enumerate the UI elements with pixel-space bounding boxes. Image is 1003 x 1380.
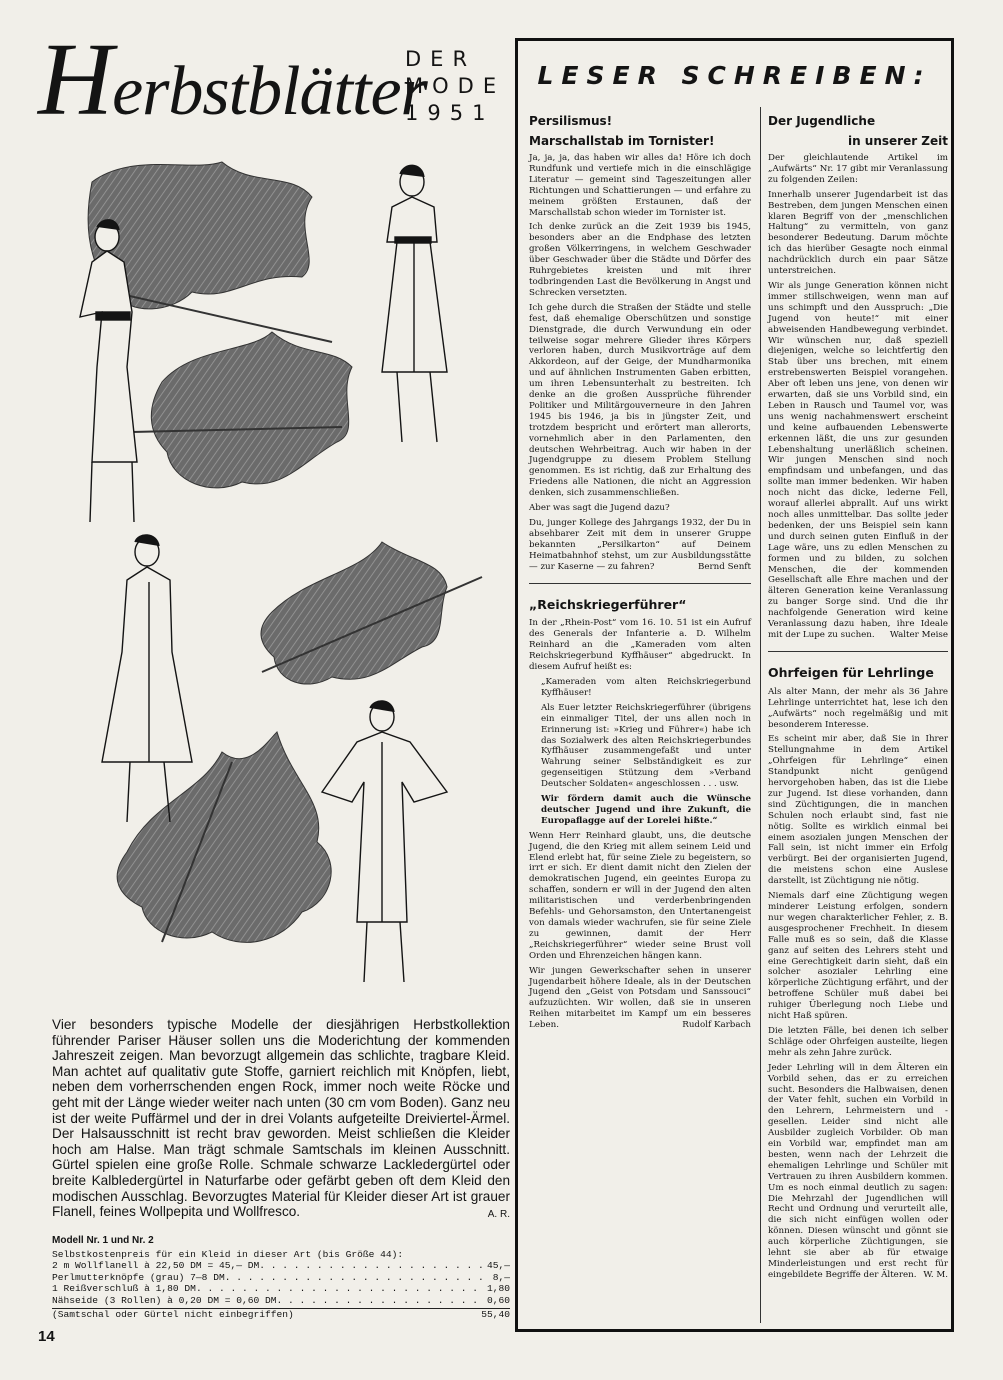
letter-quote-bold: Wir fördern damit auch die Wünsche deutscher Jugend und ihre Zukunft, die Europaflagge auf der Lorelei hißte.“ <box>541 794 751 826</box>
letter-text: Jeder Lehrling will in dem Älteren ein Vorbild sehen, das er zu erreichen sucht. Besonders die Halbwaisen, denen der Vater fehlt, suchen ein Vorbild in den Lehrern, Lehrmeistern und -gesellen. Leider sind nicht alle Ausbilder zugleich Vorbilder. Ob man ein Vorbild war, empfindet man am besten, wenn nach der Lehrzeit die ehemaligen Lehrlinge und Schüler mit Vertrauen zu ihren Ausbildern kommen. Um es noch einmal deutlich zu sagen: Die Mehrzahl der Jugendlichen will Recht und Ordnung und verurteilt alle, die sich nicht einfügen wollen oder können. Diesen wünscht und gönnt sie auch körperliche Züchtigungen, sie lehnt sie aber ab für etwaige Minderleistungen und erst recht für eingebildete Begriffe der Älteren. <box>768 1062 948 1280</box>
letter-heading-zeit: in unserer Zeit <box>847 134 948 148</box>
letter-text: Wir jungen Gewerkschafter sehen in unserer Jugendarbeit höhere Ideale, als in der Deutschen Jugend den „Geist von Potsdam und Sanssouci“ aufzuzüchten. Wir wollen, daß sie in unseren Reihen mitarbeitet im Kampf um ein besseres Leben. <box>529 965 751 1031</box>
letters-column-left <box>529 113 751 1035</box>
fashion-figure-4 <box>322 701 447 982</box>
leaf-image-2 <box>132 332 352 488</box>
price-leader-dots <box>259 1260 485 1272</box>
price-total-amount: 55,40 <box>481 1308 510 1320</box>
fashion-illustration <box>52 142 492 1012</box>
letter-paragraph <box>768 281 948 641</box>
letter-paragraph: Es scheint mir aber, daß Sie in Ihrer Stellungnahme in dem Artikel „Ohrfeigen für Lehrlinge“ einen Standpunkt nicht genügend hervorgehoben haben, das ist die Liebe zur Jugend. Ist diese vorhanden, dann sind Züchtigungen, die in manchen Schulen noch erlaubt sind, fast nie nötig. Sollte es wirklich einmal bei einem asozialen jungen Menschen der Fall sein, ist nicht immer ein Erfolg verbürgt. Bei der organisierten Jugend, die meistens schon eine Auslese darstellt, ist Züchtigung nie nötig. <box>768 734 948 887</box>
letter-quote: „Kameraden vom alten Reichskriegerbund Kyffhäuser! <box>541 676 751 698</box>
letter-paragraph: Aber was sagt die Jugend dazu? <box>529 503 670 514</box>
fashion-figure-3 <box>102 535 192 822</box>
price-subheading: Selbstkostenpreis für ein Kleid in dieser Art (bis Größe 44): <box>52 1248 404 1260</box>
page-number: 14 <box>38 1328 55 1345</box>
letter-signature: W. M. <box>923 1269 948 1280</box>
letters-box <box>515 38 954 1332</box>
leaf-image-4 <box>117 732 331 942</box>
price-leader-dots <box>225 1272 491 1284</box>
letter-paragraph: Als alter Mann, der mehr als 36 Jahre Lehrlinge unterrichtet hat, lese ich den „Aufwärts“ noch regelmäßig und mit besonderem Interesse. <box>768 686 948 730</box>
letter-signature: Rudolf Karbach <box>682 1020 751 1031</box>
caption-text-block <box>52 1017 510 1223</box>
price-label: Nähseide (3 Rollen) à 0,20 DM = 0,60 DM <box>52 1294 277 1306</box>
letter-heading-persilismus: Persilismus! <box>529 114 613 128</box>
price-amount: 45,— <box>486 1260 510 1272</box>
letter-text: Du, junger Kollege des Jahrgangs 1932, der Du in absehbarer Zeit mit dem in unserer Gruppe bekannten „Persilkarton“ auf Deinem Heimatbahnhof stehst, um zur Ausbildungsstätte — zur Kaserne — zu fahren? <box>529 518 751 572</box>
page-title-script <box>38 22 427 137</box>
price-row <box>52 1295 510 1307</box>
letter-paragraph: Wenn Herr Reinhard glaubt, uns, die deutsche Jugend, die den Krieg mit allem seinem Leid und Elend erlebt hat, für seine Ziele zu begeistern, so irrt er sich. Er dient damit nicht den Zielen der demokratischen Jugend, ein geeintes Europa zu schaffen, sondern er will in der Jugend den alten militaristischen und verderbenbringenden Befehls- und Gehorsamston, den Untertanengeist von damals wieder wachrufen, sie für seine Ziele zu gewinnen, damit der Herr „Reichskriegerführer“ wieder seine Brust voll Orden und Ehrenzeichen hängen kann. <box>529 830 751 961</box>
letter-paragraph <box>529 966 751 1031</box>
price-row <box>52 1283 510 1295</box>
letter-paragraph: Ich gehe durch die Straßen der Städte und stelle fest, daß ehemalige Oberschützen und sonstige Dienstgrade, die durch Verwundung ein oder teilweise sogar mehrere Glieder ihres Körpers verloren haben, durch Musikvorträge auf dem Akkordeon, auf der Geige, der Mundharmonika und auf ähnlichen Instrumenten Gaben erbitten, um ihren Lebensunterhalt zu bestreiten. Ich denke an die großen Aussprüche führender Politiker und Militärgouverneure in den Jahren 1945 bis 1946, ja bis in jüngster Zeit, und trotzdem bespricht und erörtert man allerorts, vornehmlich aber in den Parlamenten, den deutschen Wehrbeitrag. Auch wir haben in der Jugendgruppe zu diesem Problem Stellung genommen. Es ist richtig, daß zur Erhaltung des Friedens alle Nationen, die nicht an Aggression denken, sich zusammenschließen. <box>529 302 751 499</box>
letter-signature: Walter Meise <box>889 629 948 640</box>
caption-text: Vier besonders typische Modelle der diesjährigen Herbstkollektion führender Pariser Häuser sollen uns die Moderichtung der kommenden Jahreszeit zeigen. Man bevorzugt allgemein das schlichte, tragbare Kleid. Man achtet auf qualitativ gute Stoffe, garniert reichlich mit Knöpfen, liebt, neben dem vorherrschenden engen Rock, immer noch weite Röcke und geht mit der Länge wieder weiter nach unten (30 cm vom Boden). Ganz neu ist der weite Puffärmel und der in drei Volants aufgeteilte Dreiviertel-Ärmel. Der Halsausschnitt ist recht brav geworden. Meist schließen die Kleider hoch am Halse. Man trägt schmale Samtschals im kleinen Ausschnitt. Gürtel spielen eine große Rolle. Schmale schwarze Lackledergürtel oder breite Kalbledergürtel in Naturfarbe oder gefärbt geben oft dem Kleid den modischen Ausschlag. Bevorzugtes Material für Kleider dieser Art ist grauer Flanell, feines Wollpepita und Wollfresco. <box>52 1017 510 1220</box>
price-amount: 8,— <box>492 1271 510 1283</box>
price-amount: 1,80 <box>486 1283 510 1295</box>
fashion-figure-2 <box>382 165 447 442</box>
section-rule <box>768 651 948 652</box>
letters-title: LESER SCHREIBEN: <box>537 61 932 90</box>
letter-paragraph <box>529 518 751 573</box>
letter-paragraph: In der „Rhein-Post“ vom 16. 10. 51 ist ein Aufruf des Generals der Infanterie a. D. Wilhelm Reinhard an die „Kameraden vom alten Reichskriegerbund Kyffhäuser“ abgedruckt. In diesem Aufruf heißt es: <box>529 618 751 673</box>
column-divider <box>760 107 761 1323</box>
letter-quote: Als Euer letzter Reichskriegerführer (übrigens ein einmaliger Titel, der uns allen noch in Erinnerung ist: »Krieg und Führer«) habe ich das Sozialwerk des alten Reichskriegerbundes Kyffhäuser zusammengefaßt und unter Wahrung seiner Selbständigkeit es zur gegenseitigen Stützung dem »Verband Deutscher Soldaten« angeschlossen . . . usw. <box>541 702 751 790</box>
price-label: 1 Reißverschluß à 1,80 DM <box>52 1283 196 1295</box>
letter-paragraph: Innerhalb unserer Jugendarbeit ist das Bestreben, dem jungen Menschen einen klaren Begriff von der „menschlichen Haltung“ zu vermitteln, von ganz besonderer Bedeutung. Darum möchte ich das hierüber Gesagte noch einmal nachdrücklich durch ein paar Sätze unterstreichen. <box>768 189 948 277</box>
title-line-mode: MODE <box>405 74 506 98</box>
price-table <box>52 1235 510 1320</box>
price-label: 2 m Wollflanell à 22,50 DM = 45,— DM <box>52 1260 260 1272</box>
leaf-image-3 <box>261 542 482 684</box>
letter-paragraph: Ja, ja, ja, das haben wir alles da! Höre ich doch Rundfunk und vertiefe mich in die einschlägige Literatur — gemeint sind Tageszeitungen aller Richtungen und Schattierungen — und erfahre zu meinem größten Erstaunen, daß der Marschallstab schon wieder im Tornister ist. <box>529 153 751 218</box>
price-total-row <box>52 1308 510 1321</box>
letter-paragraph: Die letzten Fälle, bei denen ich selber Schläge oder Ohrfeigen austeilte, liegen mehr als zehn Jahre zurück. <box>768 1025 948 1058</box>
title-line-der: DER <box>405 47 477 71</box>
letter-signature: Bernd Senft <box>698 561 751 572</box>
price-leader-dots <box>196 1283 485 1295</box>
letter-paragraph: Niemals darf eine Züchtigung wegen minderer Leistung erfolgen, sondern nur wegen charakterlicher Fehler, z. B. ausgesprochener Frechheit. In diesem Falle muß es so sein, daß die Klasse ganz auf seiten des Lehrers steht und eine Gerechtigkeit darin sieht, daß ein solcher asozialer Lehrling eine körperliche Züchtigung erfährt, und der betroffene Schüler muß dabei bei ruhiger Überlegung noch Liebe und nicht Haß spüren. <box>768 891 948 1022</box>
price-leader-dots <box>277 1295 485 1307</box>
letter-heading-reichskriegerfuehrer: „Reichskriegerführer“ <box>529 596 687 612</box>
price-amount: 0,60 <box>486 1294 510 1306</box>
letter-heading-jugendliche: Der Jugendliche <box>768 114 876 128</box>
letters-column-right <box>768 113 948 1285</box>
section-rule <box>529 583 751 584</box>
title-block-right <box>405 46 506 127</box>
price-heading: Modell Nr. 1 und Nr. 2 <box>52 1235 154 1246</box>
letter-paragraph: Ich denke zurück an die Zeit 1939 bis 1945, besonders aber an die Endphase des letzten großen Völkerringens, in welchem Geschwader über Geschwader über die Städte und Dörfer des Ruhrgebietes kreisten und mit ihrer todbringenden Last die Bevölkerung in Angst und Schrecken versetzten. <box>529 222 751 298</box>
letter-paragraph: Der gleichlautende Artikel im „Aufwärts“ Nr. 17 gibt mir Veranlassung zu folgenden Zeilen: <box>768 153 948 185</box>
price-label: Perlmutterknöpfe (grau) 7—8 DM <box>52 1271 225 1283</box>
price-row <box>52 1260 510 1272</box>
letter-heading-ohrfeigen: Ohrfeigen für Lehrlinge <box>768 664 934 680</box>
page-title-text: Herbstblätter <box>38 22 427 137</box>
letter-paragraph <box>768 1063 948 1281</box>
caption-signature: A. R. <box>487 1209 510 1221</box>
title-initial: H <box>38 22 113 137</box>
price-row <box>52 1272 510 1284</box>
title-line-year: 1951 <box>405 101 495 125</box>
letter-text: Wir als junge Generation können nicht immer stillschweigen, wenn man auf uns schimpft und den Ausspruch: „Die Jugend von heute!“ mit einer abweisenden Handbewegung verbindet. Wir wünschen nur, daß speziell diejenigen, welche so leichtfertig den Stab über uns brechen, mit einem erstrebenswerten Beispiel vorangehen. Aber oft leben uns jene, von denen wir erwarten, daß sie uns Vorbild sind, ein Leben in Rausch und Taumel vor, was uns wenig nachahmenswert erscheint und keine aufbauenden Lebenswerte erkennen läßt, die uns zur gesunden Lebenshaltung unerläßlich scheinen. Wir jungen Menschen sind noch empfindsam und unbefangen, und das sollte man immer bedenken. Wir haben noch nicht das dicke, lederne Fell, worauf allerlei abprallt. Auf uns wirkt noch alles unmittelbar. Das sollte jeder bedenken, der uns Beispiel sein kann und durch seinen guten Einfluß in der Lage wäre, uns zu edlen Menschen zu formen und zu bilden, zu solchen Menschen, die der kommenden Gesellschaft alle Ehre machen und der älteren Generation keine Veranlassung zu banger Sorge sind. Und die ihr nachfolgende Generation wird keine Veranlassung dazu haben, ihre Ideale mit der Lupe zu suchen. <box>768 280 948 640</box>
letter-heading-marschallstab: Marschallstab im Tornister! <box>529 134 715 148</box>
price-total-label: (Samtschal oder Gürtel nicht einbegriffen) <box>52 1308 294 1320</box>
